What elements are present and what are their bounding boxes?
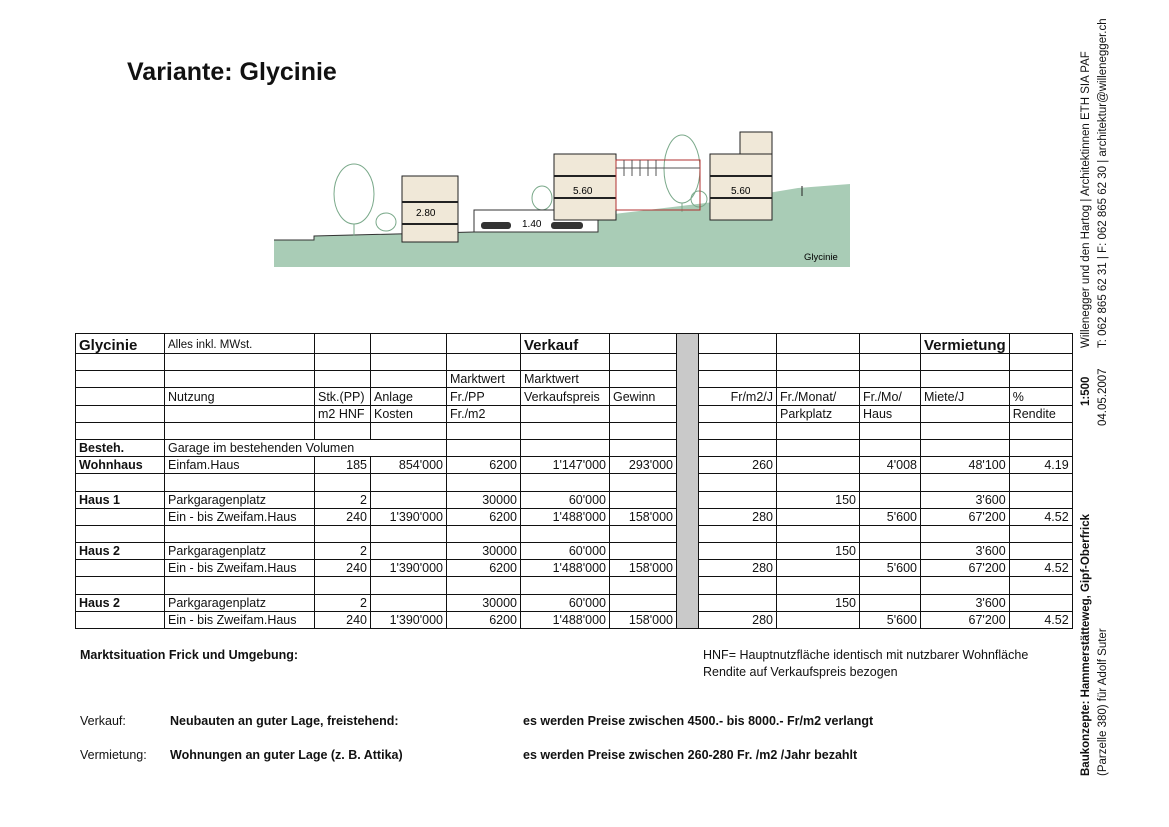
table-title: Glycinie xyxy=(76,334,165,354)
table-row: Wohnhaus Einfam.Haus 185 854'000 6200 1'147'000 293'000 260 4'008 48'100 4.19 xyxy=(76,457,1073,474)
col-header: % xyxy=(1009,388,1072,405)
verkauf-label: Verkauf: xyxy=(80,714,126,728)
col-header: Fr./m2 xyxy=(447,405,521,422)
vat-note: Alles inkl. MWst. xyxy=(165,334,315,354)
col-header: Gewinn xyxy=(610,388,677,405)
date-label: 04.05.2007 xyxy=(1097,368,1109,426)
col-header: Stk.(PP) xyxy=(315,388,371,405)
verkauf-price: es werden Preise zwischen 4500.- bis 8000.- Fr/m2 verlangt xyxy=(523,714,874,728)
project-line1: Baukonzepte: Hammerstätteweg, Gipf-Oberfrick xyxy=(1080,513,1092,776)
height-label: 1.40 xyxy=(522,219,542,230)
col-header: Verkaufspreis xyxy=(521,388,610,405)
site-section-drawing xyxy=(274,124,850,267)
height-label: 2.80 xyxy=(416,208,436,219)
table-row: Ein - bis Zweifam.Haus 240 1'390'000 6200 1'488'000 158'000 280 5'600 67'200 4.52 xyxy=(76,560,1073,577)
col-header: m2 HNF xyxy=(315,405,371,422)
col-header: Fr/m2/J xyxy=(699,388,777,405)
col-header: Nutzung xyxy=(165,388,315,405)
rendite-note: Rendite auf Verkaufspreis bezogen xyxy=(703,665,898,679)
height-label: 5.60 xyxy=(731,186,751,197)
table-row: Haus 1 Parkgaragenplatz 2 30000 60'000 150 3'600 xyxy=(76,491,1073,508)
col-header: Rendite xyxy=(1009,405,1072,422)
col-header: Anlage xyxy=(371,388,447,405)
verkauf-heading: Verkauf xyxy=(521,334,610,354)
vermietung-heading: Vermietung xyxy=(921,334,1010,354)
scale-label: 1:500 xyxy=(1080,376,1092,406)
hnf-note: HNF= Hauptnutzfläche identisch mit nutzbarer Wohnfläche xyxy=(703,648,1029,662)
page-title: Variante: Glycinie xyxy=(127,58,337,86)
col-header: Parkplatz xyxy=(777,405,860,422)
table-row: Haus 2 Parkgaragenplatz 2 30000 60'000 150 3'600 xyxy=(76,543,1073,560)
col-header: Fr./PP xyxy=(447,388,521,405)
firm-name: Willenegger und den Hartog | Architektinnen ETH SIA PAF xyxy=(1080,51,1092,348)
col-header: Marktwert xyxy=(447,371,521,388)
col-header: Haus xyxy=(860,405,921,422)
table-row: Ein - bis Zweifam.Haus 240 1'390'000 6200 1'488'000 158'000 280 5'600 67'200 4.52 xyxy=(76,611,1073,628)
table-row: Ein - bis Zweifam.Haus 240 1'390'000 6200 1'488'000 158'000 280 5'600 67'200 4.52 xyxy=(76,508,1073,525)
col-header: Kosten xyxy=(371,405,447,422)
height-label: 5.60 xyxy=(573,186,593,197)
vermietung-price: es werden Preise zwischen 260-280 Fr. /m2 /Jahr bezahlt xyxy=(523,748,858,762)
verkauf-desc: Neubauten an guter Lage, freistehend: xyxy=(170,714,399,728)
calculation-table xyxy=(75,333,1073,629)
row-group-label: Besteh. xyxy=(76,439,165,456)
besteh-desc: Garage im bestehenden Volumen xyxy=(165,439,447,456)
vermietung-desc: Wohnungen an guter Lage (z. B. Attika) xyxy=(170,748,403,762)
project-line2: (Parzelle 380) für Adolf Suter xyxy=(1097,628,1109,776)
col-header: Miete/J xyxy=(921,388,1010,405)
firm-contact: T: 062 865 62 31 | F: 062 865 62 30 | architektur@willenegger.ch xyxy=(1097,18,1109,348)
vermietung-label: Vermietung: xyxy=(80,748,147,762)
col-header: Marktwert xyxy=(521,371,610,388)
col-header: Fr./Mo/ xyxy=(860,388,921,405)
section-label: Glycinie xyxy=(804,252,838,263)
table-row: Haus 2 Parkgaragenplatz 2 30000 60'000 150 3'600 xyxy=(76,594,1073,611)
col-header: Fr./Monat/ xyxy=(777,388,860,405)
market-title: Marktsituation Frick und Umgebung: xyxy=(80,648,299,662)
